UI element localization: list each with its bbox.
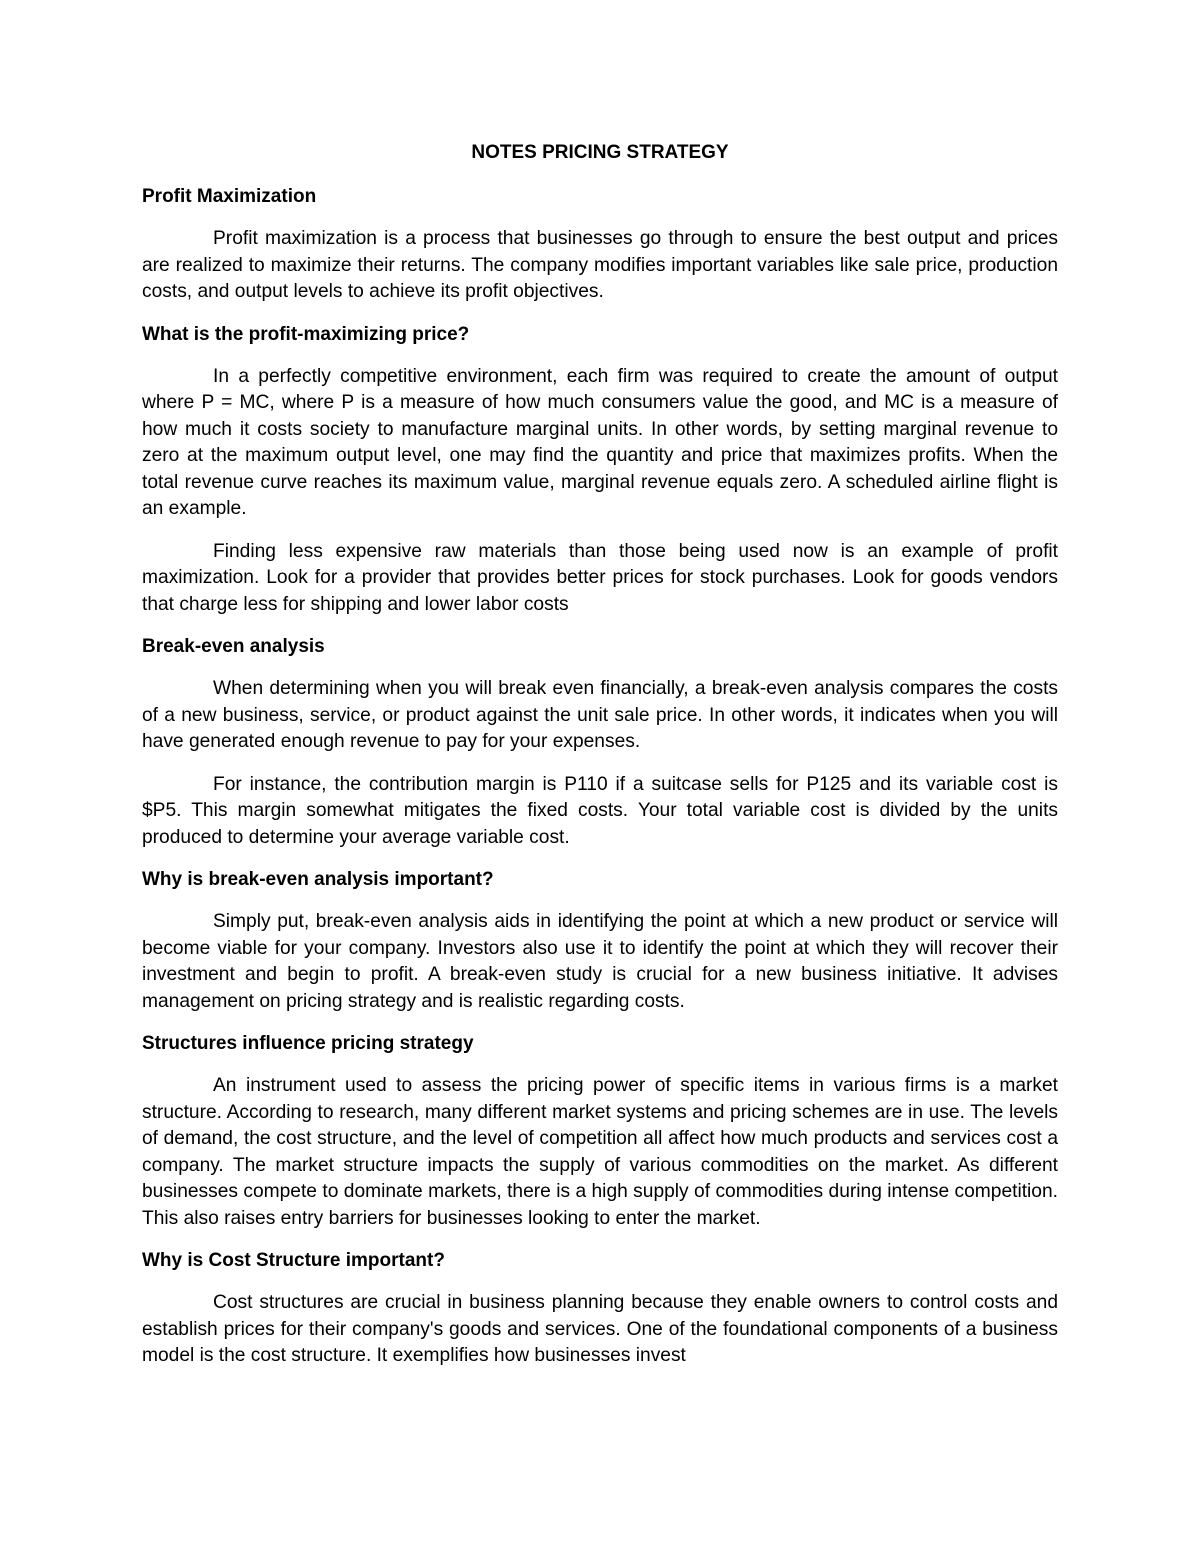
section-heading: Profit Maximization (142, 186, 317, 207)
paragraph: In a perfectly competitive environment, each firm was required to create the amount of output where P = MC, where P is a measure of how much consumers value the good, and MC is a measure of how much it costs society to manufacture marginal units. In other words, by setting marginal revenue to zero at the maximum output level, one may find the quantity and price that maximizes profits. When the total revenue curve reaches its maximum value, marginal revenue equals zero. A scheduled airline flight is an example. (142, 365, 1058, 519)
section-heading: Why is Cost Structure important? (142, 1250, 445, 1271)
section-heading: Why is break-even analysis important? (142, 869, 494, 890)
paragraph: Cost structures are crucial in business planning because they enable owners to control costs and establish prices for their company's goods and services. One of the foundational components of a business model is the cost structure. It exemplifies how businesses invest (142, 1292, 1058, 1366)
paragraph: An instrument used to assess the pricing power of specific items in various firms is a market structure. According to research, many different market systems and pricing schemes are in use. The levels of demand, the cost structure, and the level of competition all affect how much products and services cost a company. The market structure impacts the supply of various commodities on the market. As different businesses compete to dominate markets, there is a high supply of commodities during intense competition. This also raises entry barriers for businesses looking to enter the market. (142, 1075, 1058, 1229)
section-break-even-analysis (142, 634, 1058, 851)
section-why-cost-structure-important (142, 1248, 1058, 1370)
section-profit-maximizing-price (142, 322, 1058, 619)
paragraph: When determining when you will break even financially, a break-even analysis compares the costs of a new business, service, or product against the unit sale price. In other words, it indicates when you will have generated enough revenue to pay for your expenses. (142, 678, 1058, 752)
section-profit-maximization (142, 184, 1058, 306)
page-title: NOTES PRICING STRATEGY (471, 142, 729, 163)
paragraph: Simply put, break-even analysis aids in identifying the point at which a new product or service will become viable for your company. Investors also use it to identify the point at which they will recover their investment and begin to profit. A break-even study is crucial for a new business initiative. It advises management on pricing strategy and is realistic regarding costs. (142, 911, 1058, 1012)
section-why-break-even-important (142, 867, 1058, 1015)
paragraph: For instance, the contribution margin is P110 if a suitcase sells for P125 and its variable cost is $P5. This margin somewhat mitigates the fixed costs. Your total variable cost is divided by the units produced to determine your average variable cost. (142, 773, 1058, 848)
section-structures-pricing-strategy (142, 1031, 1058, 1232)
section-heading: Structures influence pricing strategy (142, 1033, 474, 1054)
paragraph: Profit maximization is a process that businesses go through to ensure the best output and prices are realized to maximize their returns. The company modifies important variables like sale price, production costs, and output levels to achieve its profit objectives. (142, 228, 1058, 302)
paragraph: Finding less expensive raw materials than those being used now is an example of profit maximization. Look for a provider that provides better prices for stock purchases. Look for goods vendors that charge less for shipping and lower labor costs (142, 540, 1058, 615)
section-heading: Break-even analysis (142, 636, 325, 657)
document-page (142, 140, 1058, 1386)
section-heading: What is the profit-maximizing price? (142, 323, 470, 345)
